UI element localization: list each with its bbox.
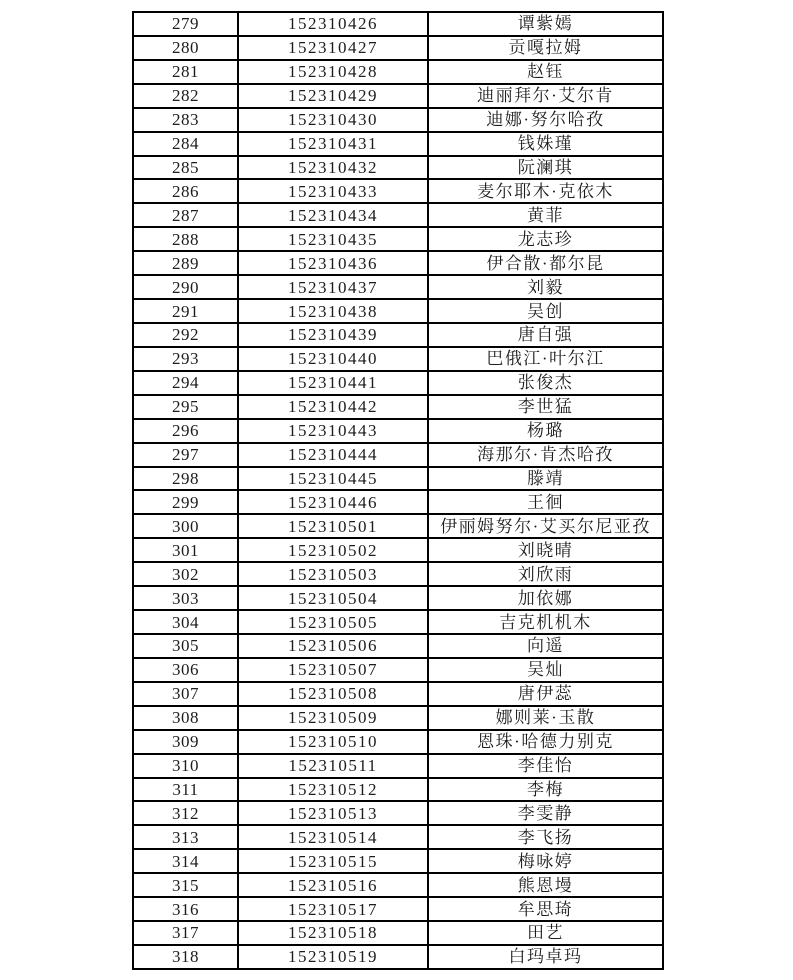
table-row	[133, 610, 663, 634]
serial-number-cell: 288	[133, 227, 238, 251]
student-id-cell: 152310516	[238, 873, 428, 897]
table-row	[133, 203, 663, 227]
table-row	[133, 323, 663, 347]
serial-number-cell: 305	[133, 634, 238, 658]
student-name-cell: 梅咏婷	[428, 849, 663, 873]
table-row	[133, 60, 663, 84]
student-id-cell: 152310444	[238, 443, 428, 467]
table-row	[133, 347, 663, 371]
student-id-cell: 152310504	[238, 586, 428, 610]
table-row	[133, 12, 663, 36]
student-name-cell: 恩珠·哈德力别克	[428, 730, 663, 754]
table-row	[133, 371, 663, 395]
student-name-cell: 杨璐	[428, 419, 663, 443]
student-id-cell: 152310429	[238, 84, 428, 108]
student-name-cell: 张俊杰	[428, 371, 663, 395]
student-name-cell: 唐伊蕊	[428, 682, 663, 706]
student-name-cell: 伊合散·都尔昆	[428, 251, 663, 275]
student-id-cell: 152310518	[238, 921, 428, 945]
student-name-cell: 贡嘎拉姆	[428, 36, 663, 60]
table-row	[133, 251, 663, 275]
student-id-cell: 152310441	[238, 371, 428, 395]
student-name-cell: 李梅	[428, 778, 663, 802]
student-id-cell: 152310505	[238, 610, 428, 634]
student-name-cell: 白玛卓玛	[428, 945, 663, 969]
serial-number-cell: 280	[133, 36, 238, 60]
serial-number-cell: 300	[133, 514, 238, 538]
serial-number-cell: 283	[133, 108, 238, 132]
table-row	[133, 778, 663, 802]
serial-number-cell: 302	[133, 562, 238, 586]
serial-number-cell: 289	[133, 251, 238, 275]
student-id-cell: 152310508	[238, 682, 428, 706]
table-row	[133, 156, 663, 180]
student-name-cell: 龙志珍	[428, 227, 663, 251]
student-name-cell: 刘毅	[428, 275, 663, 299]
student-id-cell: 152310445	[238, 467, 428, 491]
serial-number-cell: 318	[133, 945, 238, 969]
table-row	[133, 945, 663, 969]
student-id-cell: 152310434	[238, 203, 428, 227]
table-row	[133, 395, 663, 419]
roster-table-body	[133, 12, 663, 969]
serial-number-cell: 313	[133, 825, 238, 849]
student-name-cell: 唐自强	[428, 323, 663, 347]
student-name-cell: 刘欣雨	[428, 562, 663, 586]
table-row	[133, 299, 663, 323]
table-row	[133, 108, 663, 132]
student-id-cell: 152310426	[238, 12, 428, 36]
student-name-cell: 黄菲	[428, 203, 663, 227]
serial-number-cell: 298	[133, 467, 238, 491]
student-id-cell: 152310517	[238, 897, 428, 921]
student-name-cell: 巴俄江·叶尔江	[428, 347, 663, 371]
student-id-cell: 152310514	[238, 825, 428, 849]
student-id-cell: 152310430	[238, 108, 428, 132]
serial-number-cell: 317	[133, 921, 238, 945]
student-id-cell: 152310511	[238, 754, 428, 778]
table-row	[133, 754, 663, 778]
student-id-cell: 152310506	[238, 634, 428, 658]
serial-number-cell: 294	[133, 371, 238, 395]
serial-number-cell: 287	[133, 203, 238, 227]
serial-number-cell: 295	[133, 395, 238, 419]
table-row	[133, 873, 663, 897]
serial-number-cell: 286	[133, 179, 238, 203]
table-row	[133, 706, 663, 730]
table-row	[133, 634, 663, 658]
student-name-cell: 向遥	[428, 634, 663, 658]
student-id-cell: 152310443	[238, 419, 428, 443]
student-id-cell: 152310433	[238, 179, 428, 203]
student-id-cell: 152310510	[238, 730, 428, 754]
serial-number-cell: 297	[133, 443, 238, 467]
serial-number-cell: 304	[133, 610, 238, 634]
serial-number-cell: 281	[133, 60, 238, 84]
student-id-cell: 152310428	[238, 60, 428, 84]
student-id-cell: 152310436	[238, 251, 428, 275]
student-id-cell: 152310513	[238, 801, 428, 825]
student-name-cell: 阮澜琪	[428, 156, 663, 180]
serial-number-cell: 315	[133, 873, 238, 897]
serial-number-cell: 285	[133, 156, 238, 180]
student-name-cell: 李世猛	[428, 395, 663, 419]
student-name-cell: 吴灿	[428, 658, 663, 682]
student-id-cell: 152310442	[238, 395, 428, 419]
table-row	[133, 443, 663, 467]
student-id-cell: 152310503	[238, 562, 428, 586]
table-row	[133, 897, 663, 921]
student-name-cell: 麦尔耶木·克依木	[428, 179, 663, 203]
table-row	[133, 921, 663, 945]
student-id-cell: 152310501	[238, 514, 428, 538]
serial-number-cell: 290	[133, 275, 238, 299]
table-row	[133, 84, 663, 108]
student-name-cell: 谭紫嫣	[428, 12, 663, 36]
student-name-cell: 滕靖	[428, 467, 663, 491]
student-id-cell: 152310502	[238, 538, 428, 562]
serial-number-cell: 284	[133, 132, 238, 156]
student-name-cell: 迪娜·努尔哈孜	[428, 108, 663, 132]
student-id-cell: 152310440	[238, 347, 428, 371]
table-row	[133, 825, 663, 849]
table-row	[133, 682, 663, 706]
student-id-cell: 152310438	[238, 299, 428, 323]
student-name-cell: 海那尔·肯杰哈孜	[428, 443, 663, 467]
student-name-cell: 牟思琦	[428, 897, 663, 921]
student-name-cell: 李雯静	[428, 801, 663, 825]
serial-number-cell: 292	[133, 323, 238, 347]
serial-number-cell: 291	[133, 299, 238, 323]
student-name-cell: 加依娜	[428, 586, 663, 610]
serial-number-cell: 301	[133, 538, 238, 562]
student-id-cell: 152310437	[238, 275, 428, 299]
table-row	[133, 132, 663, 156]
serial-number-cell: 306	[133, 658, 238, 682]
student-name-cell: 王徊	[428, 490, 663, 514]
student-name-cell: 娜则莱·玉散	[428, 706, 663, 730]
serial-number-cell: 299	[133, 490, 238, 514]
student-id-cell: 152310515	[238, 849, 428, 873]
student-name-cell: 迪丽拜尔·艾尔肯	[428, 84, 663, 108]
serial-number-cell: 293	[133, 347, 238, 371]
student-name-cell: 钱姝瑾	[428, 132, 663, 156]
student-name-cell: 刘晓晴	[428, 538, 663, 562]
student-id-cell: 152310427	[238, 36, 428, 60]
student-id-cell: 152310507	[238, 658, 428, 682]
student-id-cell: 152310509	[238, 706, 428, 730]
serial-number-cell: 312	[133, 801, 238, 825]
student-name-cell: 田艺	[428, 921, 663, 945]
student-name-cell: 李飞扬	[428, 825, 663, 849]
table-row	[133, 467, 663, 491]
serial-number-cell: 308	[133, 706, 238, 730]
student-name-cell: 伊丽姆努尔·艾买尔尼亚孜	[428, 514, 663, 538]
serial-number-cell: 310	[133, 754, 238, 778]
student-name-cell: 赵钰	[428, 60, 663, 84]
student-name-cell: 李佳怡	[428, 754, 663, 778]
student-id-cell: 152310432	[238, 156, 428, 180]
student-id-cell: 152310446	[238, 490, 428, 514]
serial-number-cell: 303	[133, 586, 238, 610]
table-row	[133, 514, 663, 538]
serial-number-cell: 314	[133, 849, 238, 873]
table-row	[133, 730, 663, 754]
serial-number-cell: 316	[133, 897, 238, 921]
table-row	[133, 801, 663, 825]
serial-number-cell: 296	[133, 419, 238, 443]
table-row	[133, 227, 663, 251]
table-row	[133, 36, 663, 60]
table-row	[133, 419, 663, 443]
serial-number-cell: 307	[133, 682, 238, 706]
table-row	[133, 179, 663, 203]
serial-number-cell: 309	[133, 730, 238, 754]
table-row	[133, 658, 663, 682]
table-row	[133, 490, 663, 514]
table-row	[133, 275, 663, 299]
serial-number-cell: 279	[133, 12, 238, 36]
serial-number-cell: 282	[133, 84, 238, 108]
student-name-cell: 吉克机机木	[428, 610, 663, 634]
student-id-cell: 152310519	[238, 945, 428, 969]
table-row	[133, 562, 663, 586]
table-row	[133, 586, 663, 610]
student-id-cell: 152310512	[238, 778, 428, 802]
student-id-cell: 152310439	[238, 323, 428, 347]
student-name-cell: 吴创	[428, 299, 663, 323]
student-roster-table	[132, 11, 664, 970]
table-row	[133, 538, 663, 562]
student-id-cell: 152310431	[238, 132, 428, 156]
student-id-cell: 152310435	[238, 227, 428, 251]
student-name-cell: 熊恩墁	[428, 873, 663, 897]
serial-number-cell: 311	[133, 778, 238, 802]
table-row	[133, 849, 663, 873]
